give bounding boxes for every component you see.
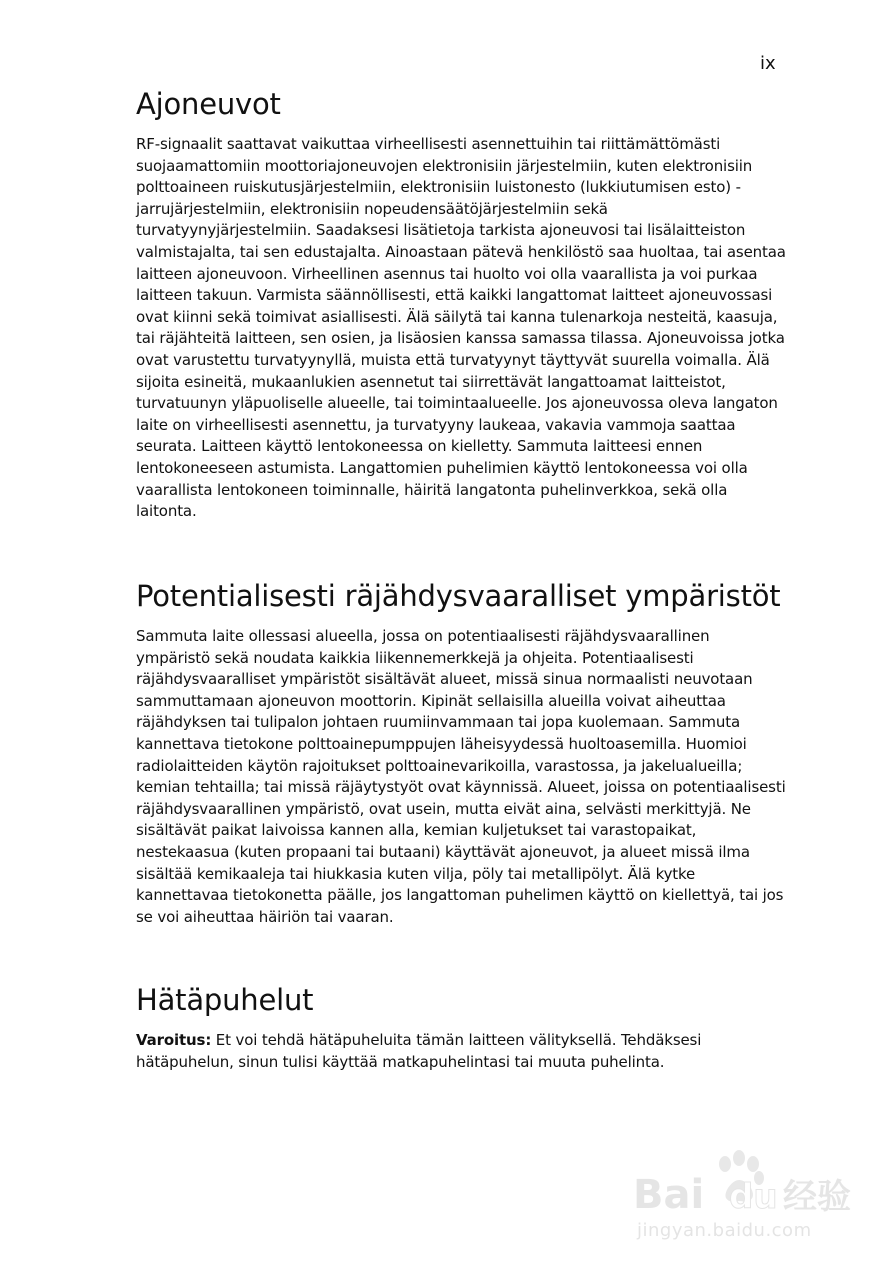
- document-content: [136, 86, 786, 1071]
- page-number: ix: [760, 53, 776, 74]
- section-emergency-calls: [136, 982, 786, 1073]
- section-title: Hätäpuhelut: [136, 983, 314, 1017]
- section-title: Potentialisesti räjähdysvaaralliset ympäristöt: [136, 579, 781, 613]
- warning-text: Et voi tehdä hätäpuheluita tämän laitteen välityksellä. Tehdäksesi hätäpuhelun, sinun tulisi käyttää matkapuhelintasi tai muuta puhelinta.: [136, 1031, 702, 1071]
- section-title: Ajoneuvot: [136, 87, 281, 121]
- baidu-watermark: [633, 1138, 873, 1258]
- warning-label: Varoitus:: [136, 1031, 212, 1049]
- logo-du-text: du: [729, 1177, 778, 1217]
- section-body: Sammuta laite ollessasi alueella, jossa on potentiaalisesti räjähdysvaarallinen ympäristö sekä noudata kaikkia liikennemerkkejä ja ohjeita. Potentiaalisesti räjähdysvaaralliset ympäristöt sisältävät alueet, missä sinua normaalisti neuvotaan sammuttamaan ajoneuvon moottorin. Kipinät sellaisilla alueilla voivat aiheuttaa räjähdyksen tai tulipalon johtaen ruumiinvammaan tai jopa kuolemaan. Sammuta kannettava tietokone polttoainepumppujen läheisyydessä huoltoasemilla. Huomioi radiolaitteiden käytön rajoitukset polttoainevarikoilla, varastossa, ja jakelualueilla; kemian tehtailla; tai missä räjäytystyöt ovat käynnissä. Alueet, joissa on potentiaalisesti räjähdysvaarallinen ympäristö, ovat usein, mutta eivät aina, selvästi merkittyjä. Ne sisältävät paikat laivoissa kannen alla, kemian kuljetukset tai varastopaikat, nestekaasua (kuten propaani tai butaani) käyttävät ajoneuvot, ja alueet missä ilma sisältää kemikaaleja tai hiukkasia kuten vilja, pöly tai metallipölyt. Älä kytke kannettavaa tietokonetta päälle, jos langattoman puhelimen käyttö on kiellettyä, tai jos se voi aiheuttaa häiriön tai vaaran.: [136, 627, 786, 926]
- section-vehicles: [136, 86, 786, 523]
- section-body: RF-signaalit saattavat vaikuttaa virheellisesti asennettuihin tai riittämättömästi suojaamattomiin moottoriajoneuvojen elektronisiin järjestelmiin, kuten elektronisiin polttoaineen ruiskutusjärjestelmiin, elektronisiin luistonesto (lukkiutumisen esto) -jarrujärjestelmiin, elektronisiin nopeudensäätöjärjestelmiin sekä turvatyynyjärjestelmiin. Saadaksesi lisätietoja tarkista ajoneuvosi tai lisälaitteiston valmistajalta, tai sen edustajalta. Ainoastaan pätevä henkilöstö saa huoltaa, tai asentaa laitteen ajoneuvoon. Virheellinen asennus tai huolto voi olla vaarallista ja voi purkaa laitteen takuun. Varmista säännöllisesti, että kaikki langattomat laitteet ajoneuvossasi ovat kiinni sekä toimivat asiallisesti. Älä säilytä tai kanna tulenarkoja nesteitä, kaasuja, tai räjähteitä laitteen, sen osien, ja lisäosien kanssa samassa tilassa. Ajoneuvoissa jotka ovat varustettu turvatyynyllä, muista että turvatyynyt täyttyvät suurella voimalla. Älä sijoita esineitä, mukaanlukien asennetut tai siirrettävät langattoamat laitteistot, turvatuunyn yläpuoliselle alueelle, tai toimintaalueelle. Jos ajoneuvossa oleva langaton laite on virheellisesti asennettu, ja turvatyyny laukeaa, vakavia vammoja saattaa seurata. Laitteen käyttö lentokoneessa on kielletty. Sammuta laitteesi ennen lentokoneeseen astumista. Langattomien puhelimien käyttö lentokoneessa voi olla vaarallista lentokoneen toiminnalle, häiritä langatonta puhelinverkkoa, sekä olla laitonta.: [136, 135, 786, 521]
- watermark-url: jingyan.baidu.com: [637, 1220, 812, 1241]
- section-body: [136, 1030, 786, 1073]
- logo-bai-text: Bai: [633, 1172, 705, 1218]
- logo-cn-text: 经验: [783, 1177, 851, 1217]
- section-explosive-environments: [136, 578, 786, 928]
- baidu-logo-icon: [633, 1150, 873, 1220]
